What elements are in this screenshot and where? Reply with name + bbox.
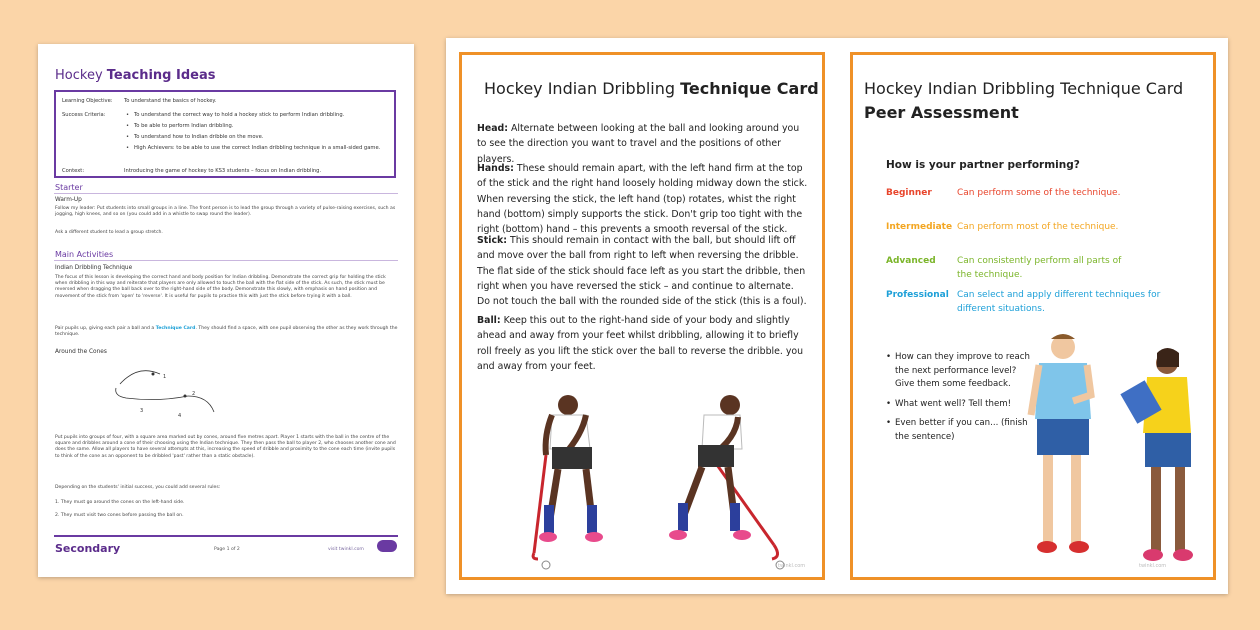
player-shorts	[698, 445, 734, 467]
peer-question: How is your partner performing?	[886, 159, 1080, 171]
hockey-ball	[542, 561, 550, 569]
level-name-advanced: Advanced	[886, 256, 936, 266]
player-sock	[587, 505, 597, 533]
level-name-beginner: Beginner	[886, 188, 932, 198]
footer-url[interactable]: visit twinkl.com	[328, 547, 364, 552]
title-light: Hockey Indian Dribbling	[484, 79, 676, 98]
footer-label: Secondary	[55, 542, 121, 555]
starter-heading: Starter	[55, 183, 83, 192]
level-desc-professional: Can select and apply different techniques for different situations.	[957, 290, 1161, 314]
warmup-label: Warm-Up	[55, 197, 82, 203]
player-shoe	[669, 530, 687, 540]
success-item: • High Achievers: to be able to use the correct Indian dribbling technique in a small-sided game.	[126, 145, 390, 151]
stick-paragraph	[477, 233, 809, 309]
pair-text	[55, 326, 399, 338]
context-row	[62, 168, 388, 174]
technique-card	[459, 52, 825, 580]
coach-leg	[1071, 455, 1081, 543]
coach-hair	[1051, 334, 1075, 339]
level-name-intermediate: Intermediate	[886, 222, 953, 232]
stick-text: This should remain in contact with the ball, but should lift off and move over the ball from right to left when reversing the dribble. The flat side of the stick should face left as you start the dribble, then right when you have reversed the stick – and continue to alternate. Do not touch the ball with the rounded side of the stick (this is a foul).	[477, 235, 807, 308]
indian-text: The focus of this lesson is developing the correct hand and body position for Indian dribbling. Demonstrate the correct grip for holding the stick when dribbling in this way and reiterate that players are only allowed to touch the ball with the flat side of the stick. As such, the stick must be reversed when dragging the ball back over to the right-hand side of the body. Demonstrate this slowly, with emphasis on hand position and movement of the stick from 'open' to 'reverse'. It is useful for pupils to practise this with just the stick before trying it with a ball.	[55, 275, 386, 299]
footer-rule	[54, 535, 398, 537]
stick-hook	[772, 545, 778, 559]
ball-text: Keep this out to the right-hand side of your body and slightly ahead and away from your feet whilst dribbling, allowing it to briefly roll freely as you lift the stick over the ball to reverse the dribble. you and away from your feet.	[477, 315, 804, 372]
head-paragraph	[477, 121, 809, 167]
context-label: Context:	[62, 168, 85, 174]
hands-text: These should remain apart, with the left hand firm at the top of the stick and the right hand loosely holding midway down the stick. When reversing the stick, the left hand (top) rotates, whist the right hand (bottom) simply supports the stick. Don't grip too tight with the right (bottom) hand – this prevents a smooth reversal of the stick.	[477, 163, 808, 236]
player-shoe	[539, 532, 557, 542]
assessor-hair	[1157, 348, 1179, 367]
objective-label: Learning Objective:	[62, 98, 113, 104]
watermark: twinkl.com	[778, 563, 806, 569]
level-name-professional: Professional	[886, 290, 949, 300]
level-desc-advanced: Can consistently perform all parts of the technique.	[957, 256, 1122, 280]
coach-shoe	[1037, 541, 1057, 553]
player-head	[720, 395, 740, 415]
assessor-shoe	[1173, 549, 1193, 561]
success-item: • To understand the correct way to hold a hockey stick to perform Indian dribbling.	[126, 112, 390, 118]
assessor-shorts	[1145, 433, 1191, 467]
teaching-ideas-page	[38, 44, 414, 577]
coach-shoe	[1069, 541, 1089, 553]
objective-value: To understand the basics of hockey.	[124, 98, 217, 104]
pair-text-a: Pair pupils up, giving each pair a ball and a	[55, 326, 155, 331]
page-number: Page 1 of 2	[214, 547, 240, 552]
cone-marker	[152, 373, 155, 376]
pair-text-b: . They should find a space, with one pupil observing the other as they work through the technique.	[55, 326, 398, 338]
context-value: Introducing the game of hockey to KS3 students – focus on Indian dribbling.	[124, 168, 322, 174]
technique-card-title	[484, 79, 819, 98]
coach-illustration	[1023, 329, 1103, 561]
divider	[54, 193, 398, 194]
objectives-box	[54, 90, 396, 178]
technique-card-link[interactable]: Technique Card	[155, 326, 196, 331]
assessor-illustration	[1123, 345, 1205, 565]
title-bold: Technique Card	[680, 79, 819, 98]
twinkl-logo	[377, 540, 397, 552]
cone-marker	[184, 395, 187, 398]
player-sock	[544, 505, 554, 533]
title-bold: Teaching Ideas	[106, 68, 216, 83]
warmup-text-2: Ask a different student to lead a group stretch.	[55, 230, 163, 235]
head-label: Head:	[477, 123, 508, 134]
rules-intro: Depending on the students' initial success, you could add several rules:	[55, 485, 221, 490]
objective-row	[62, 98, 388, 104]
dribble-path	[120, 371, 160, 384]
prompt-item: • How can they improve to reach the next performance level? Give them some feedback.	[886, 351, 1036, 392]
player-sock	[678, 503, 688, 531]
success-label: Success Criteria:	[62, 112, 106, 118]
title-light: Hockey Indian Dribbling Technique Card	[864, 79, 1184, 98]
prompt-list	[886, 351, 1036, 451]
player-shoe	[585, 532, 603, 542]
assessor-leg	[1151, 467, 1161, 551]
warmup-text: Follow my leader: Put students into small groups in a line. The front person is to lead the group through a variety of pulse-raising exercises, such as jogging, high knees, and so on (you could add in a whistle to swap round the leader).	[55, 206, 396, 218]
cones-diagram	[108, 362, 228, 422]
success-item: • To be able to perform Indian dribbling.	[126, 123, 390, 129]
title-bold: Peer Assessment	[864, 103, 1019, 122]
level-desc-intermediate: Can perform most of the technique.	[957, 222, 1119, 232]
player-shoe	[733, 530, 751, 540]
assessor-leg	[1175, 467, 1185, 551]
groups-text: Put pupils into groups of four, with a square area marked out by cones, around five metres apart. Player 1 starts with the ball in the centre of the square and dribbles around a cone of their choosing using the Indian technique. They then pass the ball to player 2, who chooses another cone and does the same. Allow all players to have several attempts at this, increasing the speed of dribble and proximity to the cone each time (invite pupils to think of the cone as an opponent to be dribbled 'past' rather than a static obstacle).	[55, 435, 396, 459]
cone-label: 3	[140, 408, 144, 414]
watermark: twinkl.com	[1139, 563, 1167, 569]
peer-card-title	[864, 77, 1214, 125]
success-row	[62, 112, 124, 118]
ball-paragraph	[477, 313, 809, 374]
rule-2: 2. They must visit two cones before passing the ball on.	[55, 513, 184, 518]
peer-assessment-card	[850, 52, 1216, 580]
prompt-item: • Even better if you can... (finish the sentence)	[886, 417, 1036, 444]
hockey-player-illustration	[524, 385, 634, 565]
coach-shirt	[1035, 363, 1091, 419]
stick-hook	[533, 553, 538, 559]
stick-label: Stick:	[477, 235, 507, 246]
cone-label: 1	[163, 374, 167, 380]
dribble-path	[188, 396, 214, 412]
title-light: Hockey	[55, 68, 103, 83]
dribble-path	[116, 388, 188, 400]
player-shorts	[552, 447, 592, 469]
head-text: Alternate between looking at the ball and looking around you to see the direction you want to travel and the positions of other players.	[477, 123, 800, 165]
hands-label: Hands:	[477, 163, 514, 174]
player-sock	[730, 503, 740, 531]
coach-shorts	[1037, 419, 1089, 455]
indian-label: Indian Dribbling Technique	[55, 265, 133, 271]
hands-paragraph	[477, 161, 809, 237]
player-head	[558, 395, 578, 415]
assessor-shoe	[1143, 549, 1163, 561]
ball-label: Ball:	[477, 315, 501, 326]
page-title	[55, 68, 216, 83]
main-heading: Main Activities	[55, 250, 114, 259]
rule-1: 1. They must go around the cones on the left-hand side.	[55, 500, 185, 505]
level-desc-beginner: Can perform some of the technique.	[957, 188, 1121, 198]
success-list	[126, 112, 390, 156]
cones-label: Around the Cones	[55, 349, 107, 355]
hockey-player-illustration	[650, 385, 800, 565]
cone-label: 4	[178, 413, 182, 419]
prompt-item: • What went well? Tell them!	[886, 398, 1036, 412]
divider	[54, 260, 398, 261]
coach-leg	[1043, 455, 1053, 543]
technique-card-spread	[446, 38, 1228, 594]
cone-label: 2	[192, 391, 196, 397]
success-item: • To understand how to Indian dribble on the move.	[126, 134, 390, 140]
